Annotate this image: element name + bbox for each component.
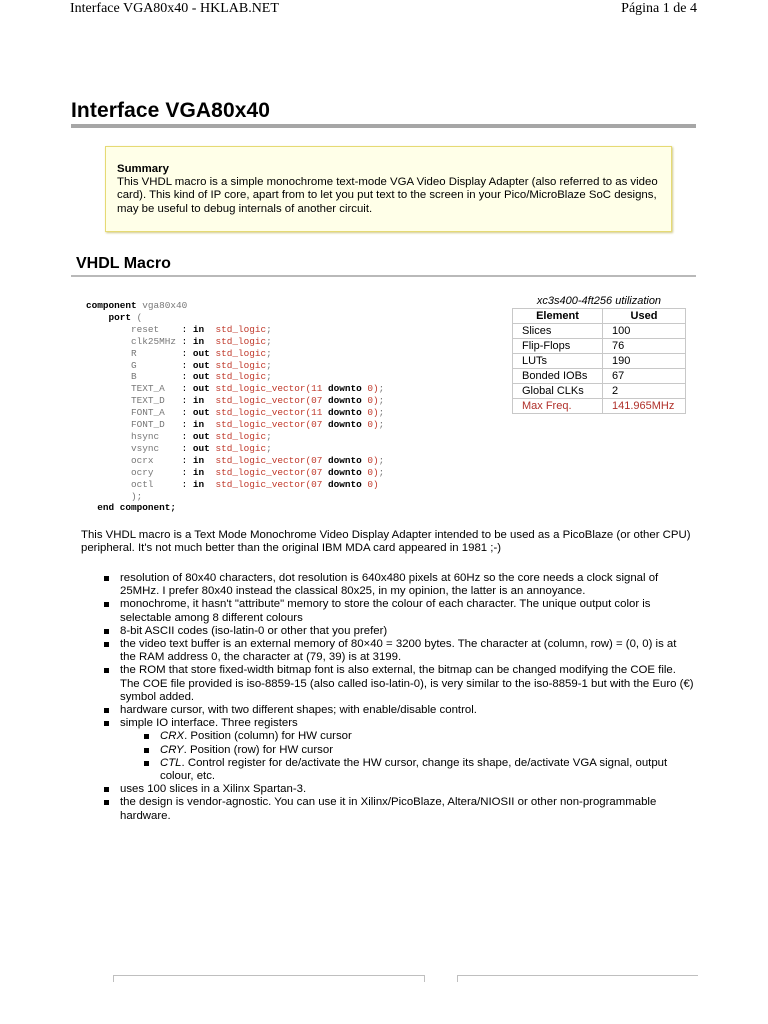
code-punct: ; (266, 430, 272, 442)
code-type: std_logic (215, 323, 267, 335)
list-item: 8-bit ASCII codes (iso-latin-0 or other that you prefer) (104, 625, 694, 638)
code-port-name: TEXT_A (131, 383, 182, 395)
code-punct: ; (378, 454, 385, 466)
list-item: the ROM that store fixed-width bitmap font is also external, the bitmap can be changed modifying the COE file. The COE file provided is iso-8859-15 (also called iso-latin-0), is very similar to the iso-8859-1 but with the Euro (€) symbol added. (104, 664, 694, 704)
code-range-lo: 0) (361, 383, 379, 395)
row-element: Flip-Flops (513, 339, 603, 354)
page-header (0, 0, 768, 20)
code-line: B : out std_logic; (131, 371, 272, 383)
summary-box (105, 146, 672, 232)
table-row (513, 369, 686, 384)
code-punct: ( (136, 311, 143, 323)
code-range-hi: (11 (305, 383, 328, 395)
header-title: Interface VGA80x40 - HKLAB.NET (70, 1, 279, 16)
code-type: std_logic_vector (215, 407, 306, 419)
code-punct: ; (266, 359, 272, 371)
code-line: hsync : out std_logic; (131, 430, 272, 442)
row-value: 76 (603, 339, 686, 354)
row-value: 141.965MHz (603, 399, 686, 414)
code-type: std_logic_vector (215, 466, 306, 478)
intro-paragraph: This VHDL macro is a Text Mode Monochrome Video Display Adapter intended to be used as a PicoBlaze (or other CPU) peripheral. It's not much better than the original IBM MDA card appeared in 1981 ;-) (81, 529, 691, 555)
code-keyword: downto (327, 395, 362, 407)
list-item: the design is vendor-agnostic. You can use it in Xilinx/PicoBlaze, Altera/NIOSII or other non-programmable hardware. (104, 796, 694, 822)
code-range-lo: 0) (361, 454, 379, 466)
code-range-hi: (07 (305, 419, 328, 431)
summary-line-1: This VHDL macro is a simple monochrome text-mode VGA Video Display Adapter (also referred to as video (117, 176, 658, 189)
list-item: uses 100 slices in a Xilinx Spartan-3. (104, 783, 694, 796)
row-value: 100 (603, 324, 686, 339)
code-port-name: FONT_A (131, 407, 182, 419)
code-range-lo: 0) (361, 407, 379, 419)
code-keyword: downto (327, 383, 362, 395)
summary-line-3: may be useful to debug internals of another circuit. (117, 202, 373, 215)
header-used: Used (603, 309, 686, 324)
code-line (86, 502, 176, 513)
code-type: std_logic (215, 347, 267, 359)
page-title: Interface VGA80x40 (71, 99, 271, 122)
code-punct: ; (266, 371, 272, 383)
register-list (120, 730, 694, 783)
code-punct: ; (266, 323, 272, 335)
code-punct: ; (378, 383, 385, 395)
code-punct: ; (378, 419, 385, 431)
feature-list (104, 572, 694, 823)
code-keyword: end (97, 502, 115, 514)
code-direction: out (192, 407, 216, 419)
code-direction: in (192, 419, 216, 431)
register-name: CRY (160, 743, 184, 756)
code-port-name: FONT_D (131, 419, 182, 431)
code-direction: out (192, 442, 216, 454)
vhdl-code-block (86, 300, 384, 514)
code-range-lo: 0) (361, 478, 379, 490)
table-row (513, 324, 686, 339)
code-range-lo: 0) (361, 466, 379, 478)
summary-heading: Summary (117, 163, 169, 175)
code-port-name: ocrx (131, 454, 182, 466)
row-element: Global CLKs (513, 384, 603, 399)
code-port-name: octl (131, 478, 182, 490)
code-line: reset : in std_logic; (131, 323, 272, 335)
row-element: Slices (513, 324, 603, 339)
code-direction: out (192, 359, 216, 371)
code-line: clk25MHz : in std_logic; (131, 335, 272, 347)
code-direction: out (192, 383, 216, 395)
code-line: FONT_A : out std_logic_vector(11 downto 0); (131, 407, 385, 419)
table-row (513, 339, 686, 354)
table-row-max-freq (513, 399, 686, 414)
utilization-caption: xc3s400-4ft256 utilization (536, 295, 662, 307)
utilization-header-row (513, 309, 686, 324)
code-direction: out (192, 430, 216, 442)
code-type: std_logic_vector (215, 419, 306, 431)
list-item (104, 717, 694, 783)
section-title: VHDL Macro (76, 255, 171, 272)
register-item (144, 744, 694, 757)
code-port-name: R (131, 347, 182, 359)
code-port-name: hsync (131, 430, 182, 442)
row-element: LUTs (513, 354, 603, 369)
code-port-name: clk25MHz (131, 335, 182, 347)
section-divider (71, 275, 696, 277)
code-keyword: port (108, 311, 132, 323)
code-port-name: ocry (131, 466, 182, 478)
list-item: hardware cursor, with two different shapes; with enable/disable control. (104, 704, 694, 717)
code-line: ocrx : in std_logic_vector(07 downto 0); (131, 454, 385, 466)
code-punct: ; (266, 442, 272, 454)
code-type: std_logic_vector (215, 478, 306, 490)
code-keyword: downto (327, 466, 362, 478)
code-line: G : out std_logic; (131, 359, 272, 371)
row-value: 2 (603, 384, 686, 399)
code-punct: ; (378, 466, 385, 478)
code-direction: in (192, 454, 216, 466)
code-keyword: downto (327, 478, 362, 490)
code-port-name: B (131, 371, 182, 383)
page-number: Página 1 de 4 (621, 1, 697, 16)
list-item: the video text buffer is an external memory of 80×40 = 3200 bytes. The character at (column, row) = (0, 0) is at the RAM address 0, the character at (79, 39) is at 3199. (104, 638, 694, 664)
code-type: std_logic (215, 430, 267, 442)
code-port-name: TEXT_D (131, 395, 182, 407)
code-punct: ; (266, 347, 272, 359)
code-line (86, 300, 187, 311)
code-keyword: downto (327, 454, 362, 466)
code-punct: ); (131, 490, 143, 502)
code-port-name: reset (131, 323, 182, 335)
code-type: std_logic_vector (215, 395, 306, 407)
code-type: std_logic_vector (215, 383, 306, 395)
code-line: TEXT_D : in std_logic_vector(07 downto 0); (131, 395, 385, 407)
register-desc: . Control register for de/activate the HW cursor, change its shape, de/activate VGA signal, output colour, etc. (160, 756, 668, 783)
code-punct: ; (266, 335, 272, 347)
code-keyword: component (86, 300, 137, 311)
table-row (513, 354, 686, 369)
code-direction: in (192, 478, 216, 490)
code-keyword: downto (327, 407, 362, 419)
code-direction: out (192, 347, 216, 359)
code-range-hi: (07 (305, 478, 328, 490)
code-type: std_logic_vector (215, 454, 306, 466)
code-type: std_logic (215, 442, 267, 454)
code-line: FONT_D : in std_logic_vector(07 downto 0); (131, 419, 385, 431)
code-line (86, 491, 142, 502)
register-item (144, 730, 694, 743)
code-line: octl : in std_logic_vector(07 downto 0) (131, 478, 379, 490)
next-page-frame-left (113, 975, 425, 982)
summary-line-2: card). This kind of IP core, apart from to let you put text to the screen in your Pico/MicroBlaze SoC designs, (117, 189, 657, 202)
row-element: Max Freq. (513, 399, 603, 414)
code-direction: out (192, 371, 216, 383)
header-element: Element (513, 309, 603, 324)
code-punct: ; (378, 395, 385, 407)
code-direction: in (192, 395, 216, 407)
code-line: ocry : in std_logic_vector(07 downto 0); (131, 466, 385, 478)
code-punct: ; (378, 407, 385, 419)
code-range-hi: (11 (305, 407, 328, 419)
code-direction: in (192, 466, 216, 478)
code-range-lo: 0) (361, 395, 379, 407)
code-range-hi: (07 (305, 395, 328, 407)
code-type: std_logic (215, 335, 267, 347)
utilization-table (512, 294, 686, 414)
code-port-name: G (131, 359, 182, 371)
list-item-text: simple IO interface. Three registers (120, 717, 298, 730)
code-direction: in (192, 335, 216, 347)
code-direction: in (192, 323, 216, 335)
code-keyword: downto (327, 419, 362, 431)
code-line: TEXT_A : out std_logic_vector(11 downto 0); (131, 383, 385, 395)
code-range-hi: (07 (305, 454, 328, 466)
title-divider (71, 124, 696, 128)
register-item (144, 757, 694, 783)
code-identifier: vga80x40 (142, 300, 188, 311)
register-name: CTL (160, 756, 182, 769)
next-page-frame-right (457, 975, 698, 982)
list-item: monochrome, it hasn't "attribute" memory to store the colour of each character. The unique output color is selectable among 8 different colours (104, 598, 694, 624)
list-item: resolution of 80x40 characters, dot resolution is 640x480 pixels at 60Hz so the core needs a clock signal of 25MHz. I prefer 80x40 instead the classical 80x25, in my opinion, the latter is an annoyance. (104, 572, 694, 598)
table-row (513, 384, 686, 399)
code-line: vsync : out std_logic; (131, 442, 272, 454)
row-value: 67 (603, 369, 686, 384)
register-desc: . Position (column) for HW cursor (184, 730, 352, 743)
row-element: Bonded IOBs (513, 369, 603, 384)
code-type: std_logic (215, 371, 267, 383)
code-range-hi: (07 (305, 466, 328, 478)
code-type: std_logic (215, 359, 267, 371)
register-name: CRX (160, 730, 185, 743)
code-range-lo: 0) (361, 419, 379, 431)
code-keyword: component; (119, 502, 177, 514)
register-desc: . Position (row) for HW cursor (183, 743, 334, 756)
code-line (86, 312, 142, 323)
row-value: 190 (603, 354, 686, 369)
code-port-name: vsync (131, 442, 182, 454)
code-line: R : out std_logic; (131, 347, 272, 359)
